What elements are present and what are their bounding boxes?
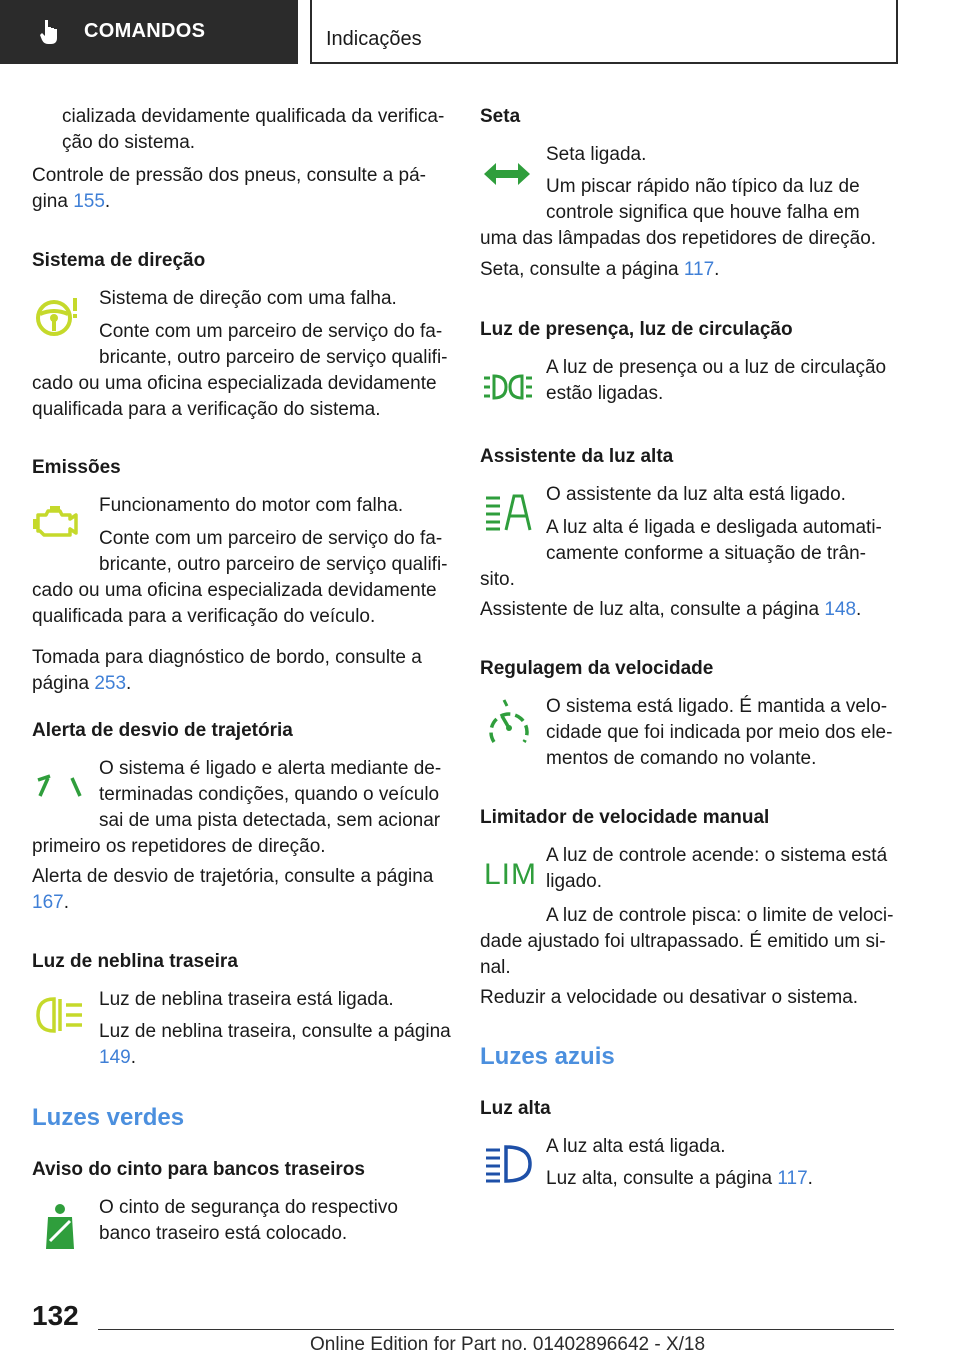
high-beam-icon [484,1144,534,1184]
rear-fog-ref: Luz de neblina traseira, consulte a página [99,1021,451,1042]
hba-ref: Assistente de luz alta, consulte a página 148. [480,599,862,620]
hand-icon [38,18,62,46]
seatbelt-icon [42,1203,78,1251]
steering-warning-icon [34,294,80,338]
steering-text: Conte com um parceiro de serviço do fa- [99,321,443,342]
belt-title: Aviso do cinto para bancos traseiros [32,1159,365,1180]
lane-text: terminadas condições, quando o veículo [99,784,440,805]
page-link-148[interactable]: 148 [824,599,857,620]
lane-ref: 167. [32,892,69,913]
turn-text: Um piscar rápido não típico da luz de [546,176,860,197]
page-link-149[interactable]: 149 [99,1047,131,1068]
lane-text: sai de uma pista detectada, sem acionar [99,810,441,831]
hba-text: O assistente da luz alta está ligado. [546,484,846,505]
high-beam-assist-title: Assistente da luz alta [480,446,674,467]
page-link-117[interactable]: 117 [683,259,715,280]
hba-text: A luz alta é ligada e desligada automati- [546,517,882,538]
steering-text: qualificada para a verificação do sistema. [32,399,381,420]
green-lights-heading: Luzes verdes [32,1104,185,1131]
hba-text: sito. [480,569,515,590]
limiter-text: Reduzir a velocidade ou desativar o sistema. [480,987,859,1008]
footer-rule [98,1329,894,1330]
high-beam-title: Luz alta [480,1098,551,1119]
section-tab [0,0,298,64]
limiter-text: nal. [480,957,511,978]
lane-text: primeiro os repetidores de direção. [32,836,326,857]
chapter-label: Indicações [326,28,422,50]
limiter-text: A luz de controle acende: o sistema está [546,845,888,866]
page-link-155[interactable]: 155 [73,191,105,212]
position-light-title: Luz de presença, luz de circulação [480,319,793,340]
edition-note: Online Edition for Part no. 01402896642 - X/18 [310,1334,706,1355]
tire-pressure-ref: Controle de pressão dos pneus, consulte a pá- [32,165,426,186]
emissions-text: Funcionamento do motor com falha. [99,495,404,516]
cruise-text: cidade que foi indicada por meio dos ele- [546,722,893,743]
intro-line: ção do sistema. [62,132,196,153]
emissions-text: cado ou uma oficina especializada devidamente [32,580,437,601]
obd-ref: página 253. [32,673,132,694]
obd-ref: Tomada para diagnóstico de bordo, consulte a [32,647,422,668]
page-link-253[interactable]: 253 [94,673,127,694]
emissions-text: Conte com um parceiro de serviço do fa- [99,528,443,549]
hba-text: camente conforme a situação de trân- [546,543,867,564]
limiter-icon: LIM [484,858,538,891]
turn-text: Seta ligada. [546,144,647,165]
position-text: estão ligadas. [546,383,664,404]
rear-fog-text: Luz de neblina traseira está ligada. [99,989,394,1010]
page-link-167[interactable]: 167 [32,892,64,913]
rear-fog-ref: 149. [99,1047,136,1068]
intro-line: cializada devidamente qualificada da verifica- [62,106,445,127]
speed-limiter-title: Limitador de velocidade manual [480,807,770,828]
lane-text: O sistema é ligado e alerta mediante de- [99,758,442,779]
lane-departure-icon [36,772,84,798]
position-text: A luz de presença ou a luz de circulação [546,357,887,378]
steering-text: bricante, outro parceiro de serviço qualifi- [99,347,448,368]
high-beam-assist-icon [484,492,534,532]
blue-lights-heading: Luzes azuis [480,1043,615,1070]
steering-text: cado ou uma oficina especializada devidamente [32,373,437,394]
cruise-text: mentos de comando no volante. [546,748,817,769]
steering-title: Sistema de direção [32,250,206,271]
rear-fog-light-icon [36,995,86,1035]
page-link-117b[interactable]: 117 [777,1168,808,1189]
section-label: COMANDOS [84,20,206,42]
turn-signal-icon [482,160,532,188]
page-number: 132 [32,1300,79,1331]
turn-signal-title: Seta [480,106,521,127]
tire-pressure-ref: gina 155. [32,191,111,212]
rear-fog-title: Luz de neblina traseira [32,951,238,972]
belt-text: O cinto de segurança do respectivo [99,1197,398,1218]
chapter-header [310,0,898,64]
turn-text: uma das lâmpadas dos repetidores de direção. [480,228,877,249]
turn-text: controle significa que houve falha em [546,202,860,223]
limiter-text: ligado. [546,871,602,892]
lane-title: Alerta de desvio de trajetória [32,720,293,741]
limiter-text: A luz de controle pisca: o limite de veloci- [546,905,894,926]
limiter-text: dade ajustado foi ultrapassado. É emitido um si- [480,931,886,952]
lane-ref: Alerta de desvio de trajetória, consulte a página [32,866,434,887]
high-beam-ref: Luz alta, consulte a página 117. [546,1168,813,1189]
cruise-text: O sistema está ligado. É mantida a velo- [546,696,888,717]
emissions-text: bricante, outro parceiro de serviço qualifi- [99,554,448,575]
position-light-icon [482,374,534,400]
belt-text: banco traseiro está colocado. [99,1223,348,1244]
turn-ref: Seta, consulte a página 117. [480,259,720,280]
steering-text: Sistema de direção com uma falha. [99,288,397,309]
high-beam-text: A luz alta está ligada. [546,1136,726,1157]
engine-warning-icon [32,503,82,539]
cruise-control-title: Regulagem da velocidade [480,658,714,679]
cruise-control-icon [486,698,532,748]
emissions-text: qualificada para a verificação do veículo. [32,606,376,627]
emissions-title: Emissões [32,457,121,478]
